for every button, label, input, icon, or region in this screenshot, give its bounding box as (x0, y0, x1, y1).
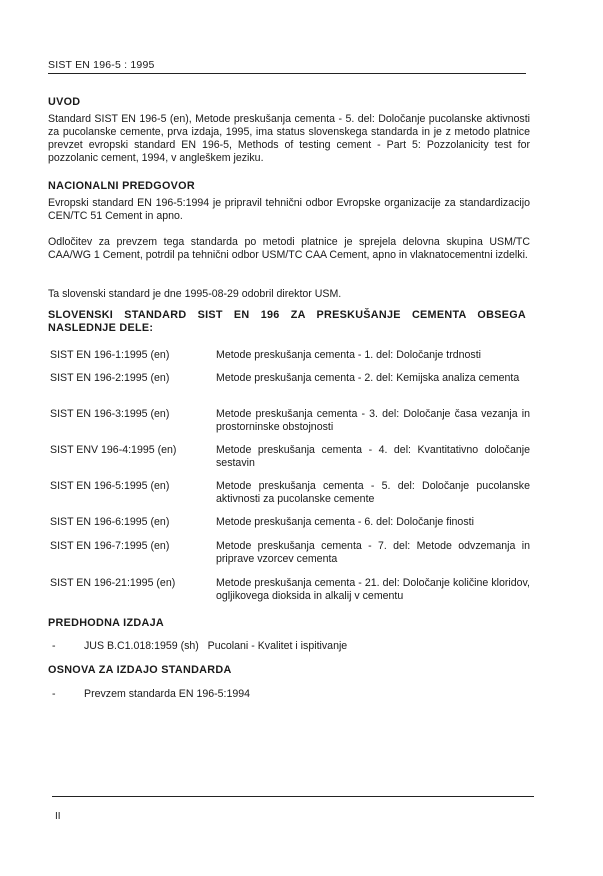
standard-description: Metode preskušanja cementa - 21. del: Določanje količine kloridov, ogljikovega dioksida in alkalij v cementu (216, 577, 530, 602)
list-dash: - (52, 640, 56, 652)
page-number: II (55, 811, 61, 822)
predhodna-heading: PREDHODNA IZDAJA (48, 617, 164, 629)
uvod-text: Standard SIST EN 196-5 (en), Metode preskušanja cementa - 5. del: Določanje pucolanske aktivnosti za pucolanske cemente, prva izdaja, 1995, ima status slovenskega standarda in je z metodo platnice prevzet evropski standard EN 196-5, Methods of testing cement - Part 5: Pozzolanicity test for pozzolanic cement, 1994, v angleškem jeziku. (48, 113, 530, 164)
list-dash: - (52, 688, 56, 700)
standard-code: SIST EN 196-1:1995 (en) (50, 349, 170, 361)
document-header-title: SIST EN 196-5 : 1995 (48, 59, 155, 71)
standard-description: Metode preskušanja cementa - 3. del: Določanje časa vezanja in prostorninske obstojnosti (216, 408, 530, 433)
osnova-item-text: Prevzem standarda EN 196-5:1994 (84, 688, 251, 700)
predgovor-body-3 (48, 288, 530, 301)
standard-description: Metode preskušanja cementa - 5. del: Določanje pucolanske aktivnosti za pucolanske cemente (216, 480, 530, 505)
section-predhodna (48, 617, 530, 630)
predgovor-heading: NACIONALNI PREDGOVOR (48, 180, 195, 192)
predhodna-item-text: JUS B.C1.018:1959 (sh) Pucolani - Kvalitet i ispitivanje (84, 640, 348, 652)
uvod-body (48, 113, 530, 165)
predgovor-body-2 (48, 236, 530, 262)
predgovor-paragraph: Evropski standard EN 196-5:1994 je pripravil tehnični odbor Evropske organizacije za standardizacijo CEN/TC 51 Cement in apno. (48, 197, 530, 222)
standard-code: SIST EN 196-6:1995 (en) (50, 516, 170, 528)
footer-rule (52, 796, 534, 797)
standard-code: SIST EN 196-3:1995 (en) (50, 408, 170, 420)
standard-description: Metode preskušanja cementa - 2. del: Kemijska analiza cementa (216, 372, 520, 384)
predgovor-paragraph: Odločitev za prevzem tega standarda po metodi platnice je sprejela delovna skupina USM/TC CAA/WG 1 Cement, potrdil pa tehnični odbor USM/TC CAA Cement, apno in vlaknatocementni izdelki. (48, 236, 530, 261)
standard-code: SIST EN 196-5:1995 (en) (50, 480, 170, 492)
section-osnova (48, 664, 530, 677)
predgovor-body (48, 197, 530, 223)
standard-code: SIST EN 196-2:1995 (en) (50, 372, 170, 384)
section-uvod (48, 96, 530, 109)
standard-code: SIST EN 196-21:1995 (en) (50, 577, 176, 589)
section-predgovor (48, 180, 530, 193)
standard-description: Metode preskušanja cementa - 6. del: Določanje finosti (216, 516, 474, 528)
header-rule (48, 73, 526, 74)
standard-code: SIST EN 196-7:1995 (en) (50, 540, 170, 552)
standards-heading: SLOVENSKI STANDARD SIST EN 196 ZA PRESKUŠANJE CEMENTA OBSEGA NASLEDNJE DELE: (48, 309, 526, 334)
uvod-heading: UVOD (48, 96, 81, 108)
section-standards (48, 309, 526, 335)
standard-description: Metode preskušanja cementa - 1. del: Določanje trdnosti (216, 349, 481, 361)
standard-description: Metode preskušanja cementa - 7. del: Metode odvzemanja in priprave vzorcev cementa (216, 540, 530, 565)
standard-description: Metode preskušanja cementa - 4. del: Kvantitativno določanje sestavin (216, 444, 530, 469)
standard-code: SIST ENV 196-4:1995 (en) (50, 444, 177, 456)
predgovor-paragraph: Ta slovenski standard je dne 1995-08-29 odobril direktor USM. (48, 288, 342, 300)
osnova-heading: OSNOVA ZA IZDAJO STANDARDA (48, 664, 232, 676)
